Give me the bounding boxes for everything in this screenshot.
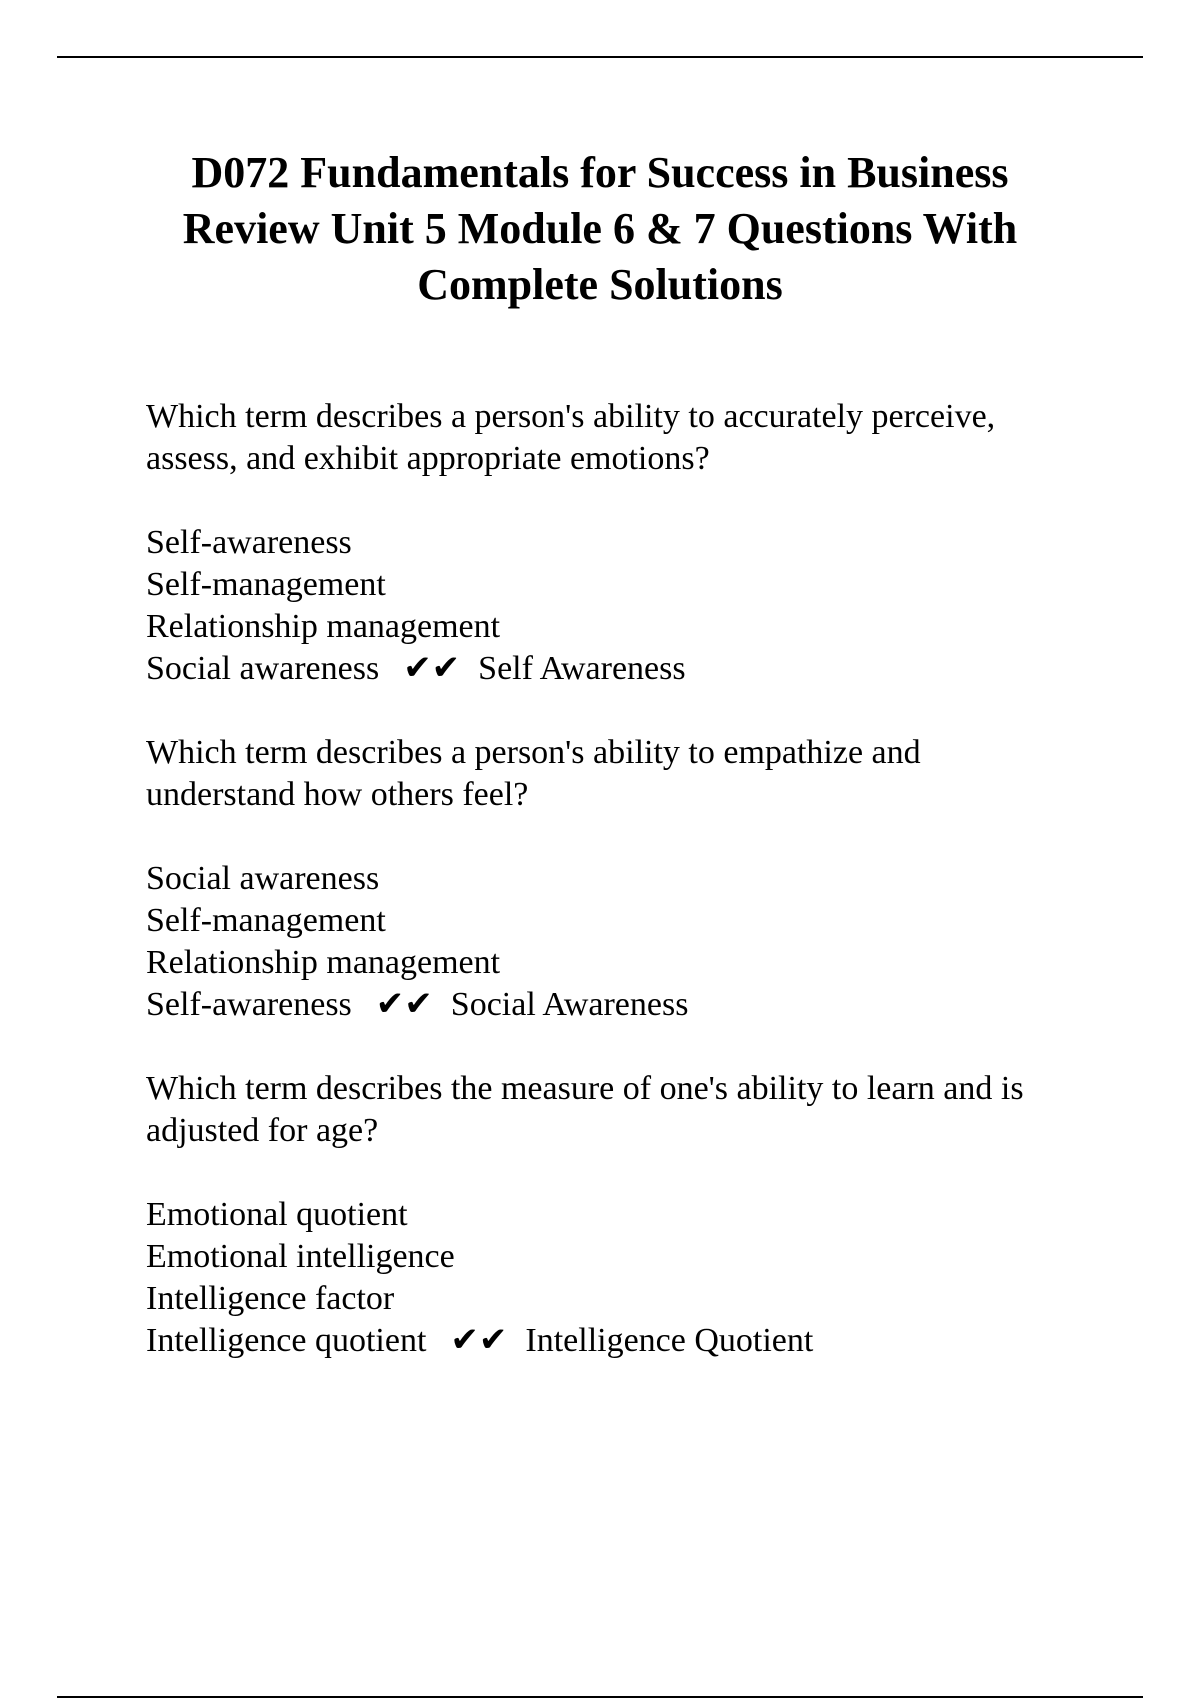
- question-text: [146, 396, 1106, 480]
- bottom-divider: [57, 1696, 1143, 1698]
- option-item-last: [146, 1320, 1106, 1362]
- title-line-2: Review Unit 5 Module 6 & 7 Questions With: [182, 204, 1018, 253]
- double-check-icon: ✔✔: [450, 1322, 508, 1359]
- option-item: Social awareness: [146, 860, 380, 897]
- option-item: Emotional quotient: [146, 1196, 408, 1233]
- option-text: Social awareness: [146, 650, 380, 687]
- question-line: Which term describes a person's ability to empathize and: [146, 734, 921, 771]
- question-text: [146, 732, 1106, 816]
- question-line: Which term describes a person's ability to accurately perceive,: [146, 398, 996, 435]
- correct-answer: Intelligence Quotient: [525, 1322, 814, 1359]
- option-text: Intelligence quotient: [146, 1322, 427, 1359]
- option-item: Intelligence factor: [146, 1280, 395, 1317]
- option-item: Self-management: [146, 902, 386, 939]
- question-text: [146, 1068, 1106, 1152]
- option-item: Self-awareness: [146, 524, 352, 561]
- question-list: [146, 396, 1106, 1404]
- question-line: assess, and exhibit appropriate emotions?: [146, 440, 710, 477]
- page-title: [100, 145, 1100, 313]
- option-item: Self-management: [146, 566, 386, 603]
- question-line: understand how others feel?: [146, 776, 529, 813]
- answer-options: [146, 1194, 1106, 1362]
- top-divider: [57, 56, 1143, 58]
- double-check-icon: ✔✔: [403, 650, 461, 687]
- title-line-1: D072 Fundamentals for Success in Business: [191, 148, 1009, 197]
- question-block-3: [146, 1068, 1106, 1362]
- question-line: Which term describes the measure of one's ability to learn and is: [146, 1070, 1024, 1107]
- correct-answer: Social Awareness: [450, 986, 689, 1023]
- question-line: adjusted for age?: [146, 1112, 379, 1149]
- answer-options: [146, 522, 1106, 690]
- question-block-1: [146, 396, 1106, 690]
- option-item: Relationship management: [146, 944, 501, 981]
- question-block-2: [146, 732, 1106, 1026]
- option-item-last: [146, 984, 1106, 1026]
- double-check-icon: ✔✔: [375, 986, 433, 1023]
- option-item-last: [146, 648, 1106, 690]
- option-text: Self-awareness: [146, 986, 352, 1023]
- title-line-3: Complete Solutions: [417, 260, 783, 309]
- correct-answer: Self Awareness: [478, 650, 686, 687]
- option-item: Relationship management: [146, 608, 501, 645]
- option-item: Emotional intelligence: [146, 1238, 455, 1275]
- answer-options: [146, 858, 1106, 1026]
